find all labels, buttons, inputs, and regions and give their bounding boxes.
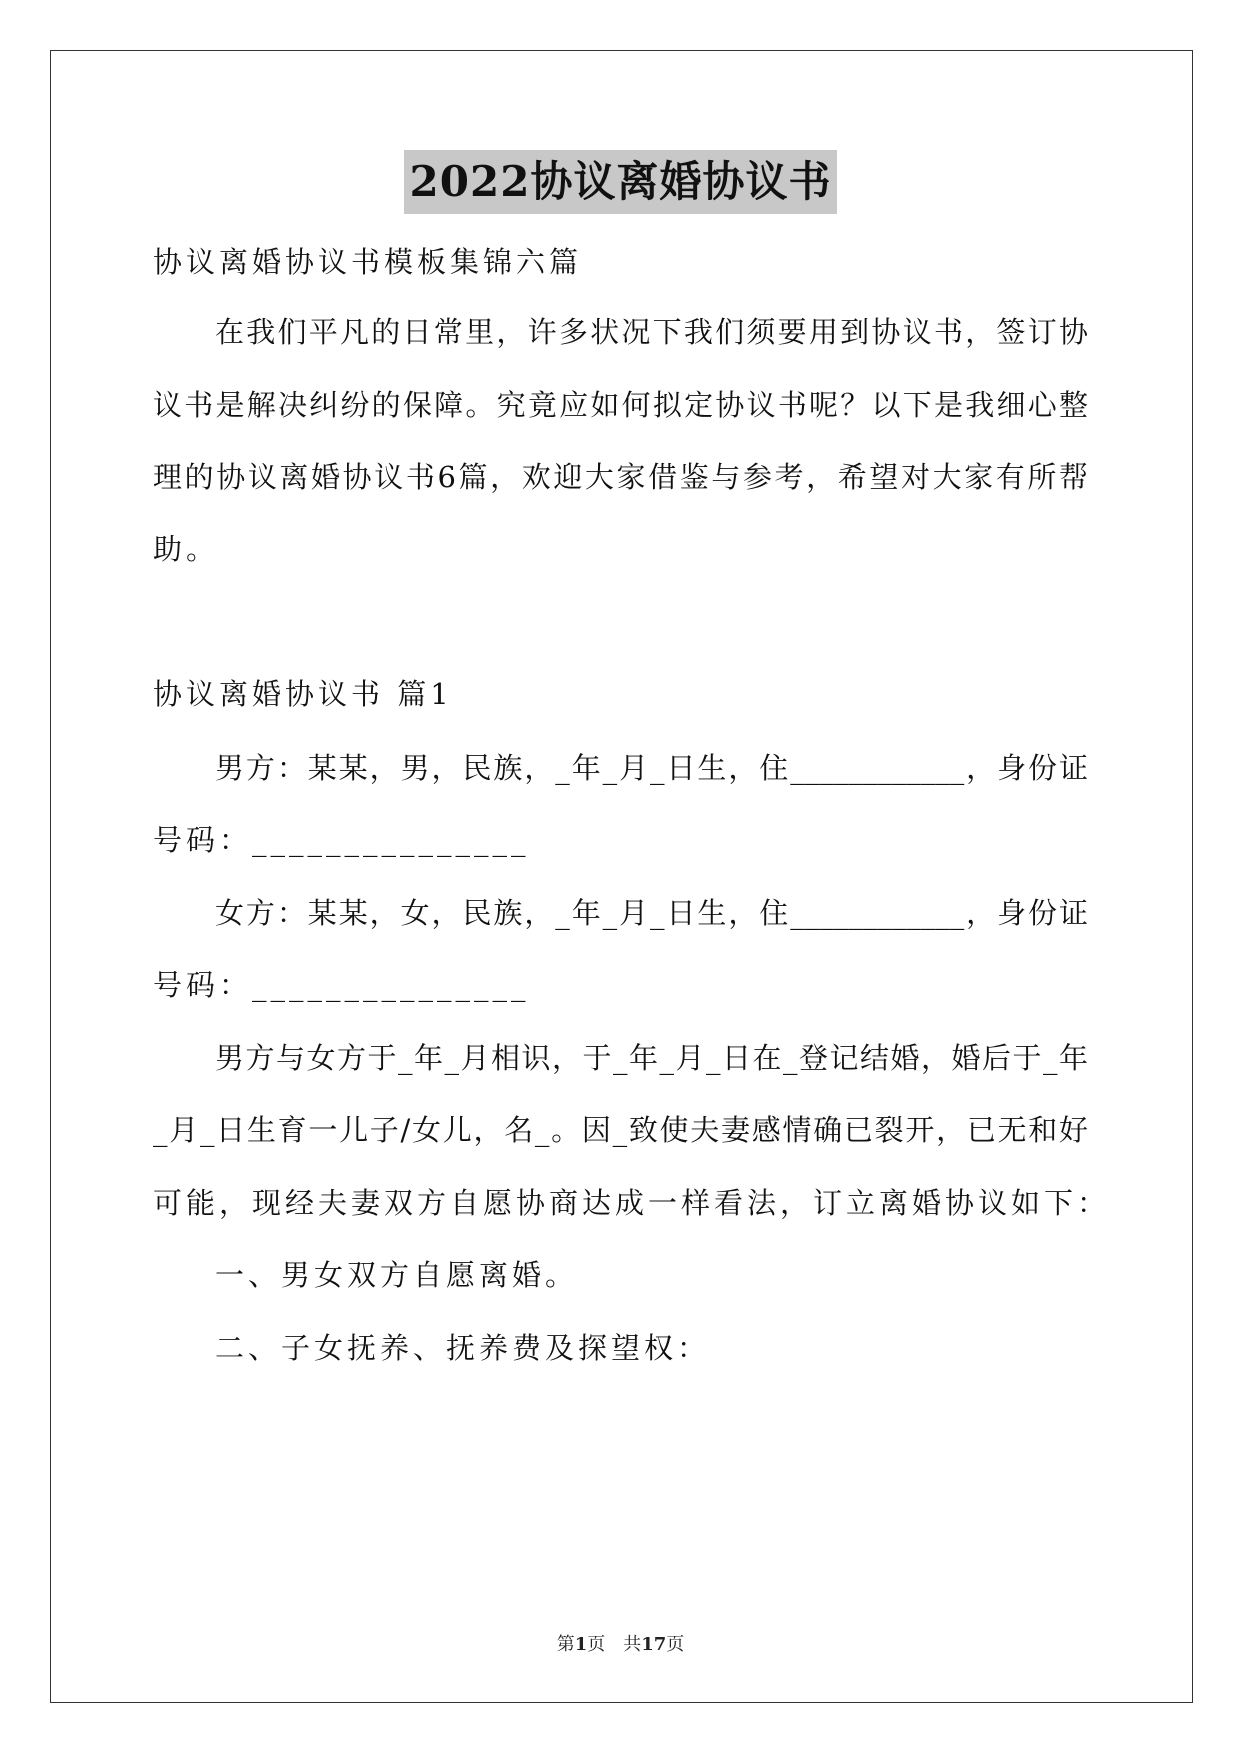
intro-line-2: 议书是解决纠纷的保障。究竟应如何拟定协议书呢？以下是我细心整 [153,388,1088,422]
male-line-2: 号码：_______________ [153,823,530,857]
footer-prefix: 第 [556,1634,575,1655]
marriage-line-2: _月_日生育一儿子/女儿，名_。因_致使夫妻感情确已裂开，已无和好 [153,1113,1088,1147]
footer-mid: 页 共 [587,1634,642,1655]
intro-line-3: 理的协议离婚协议书6篇，欢迎大家借鉴与参考，希望对大家有所帮 [153,460,1088,494]
intro-line-1: 在我们平凡的日常里，许多状况下我们须要用到协议书，签订协 [215,315,1088,349]
female-line-1: 女方：某某，女，民族，_年_月_日生，住____________，身份证 [215,896,1088,930]
page-footer [0,1630,1241,1656]
footer-page-number: 1 [574,1634,588,1655]
clause-2: 二、子女抚养、抚养费及探望权： [215,1331,711,1365]
clause-1: 一、男女双方自愿离婚。 [215,1258,579,1292]
page-border [50,50,1193,1703]
title-wrap [0,150,1241,214]
male-line-1: 男方：某某，男，民族，_年_月_日生，住____________，身份证 [215,751,1088,785]
footer-suffix: 页 [666,1634,685,1655]
intro-line-4: 助。 [153,532,220,566]
section-heading: 协议离婚协议书 篇1 [153,677,453,711]
footer-total-pages: 17 [641,1634,667,1655]
document-title: 2022协议离婚协议书 [404,150,838,214]
female-line-2: 号码：_______________ [153,968,530,1002]
subtitle: 协议离婚协议书模板集锦六篇 [153,245,583,279]
marriage-line-3: 可能，现经夫妻双方自愿协商达成一样看法，订立离婚协议如下： [153,1186,1111,1220]
marriage-line-1: 男方与女方于_年_月相识，于_年_月_日在_登记结婚，婚后于_年 [215,1041,1088,1075]
